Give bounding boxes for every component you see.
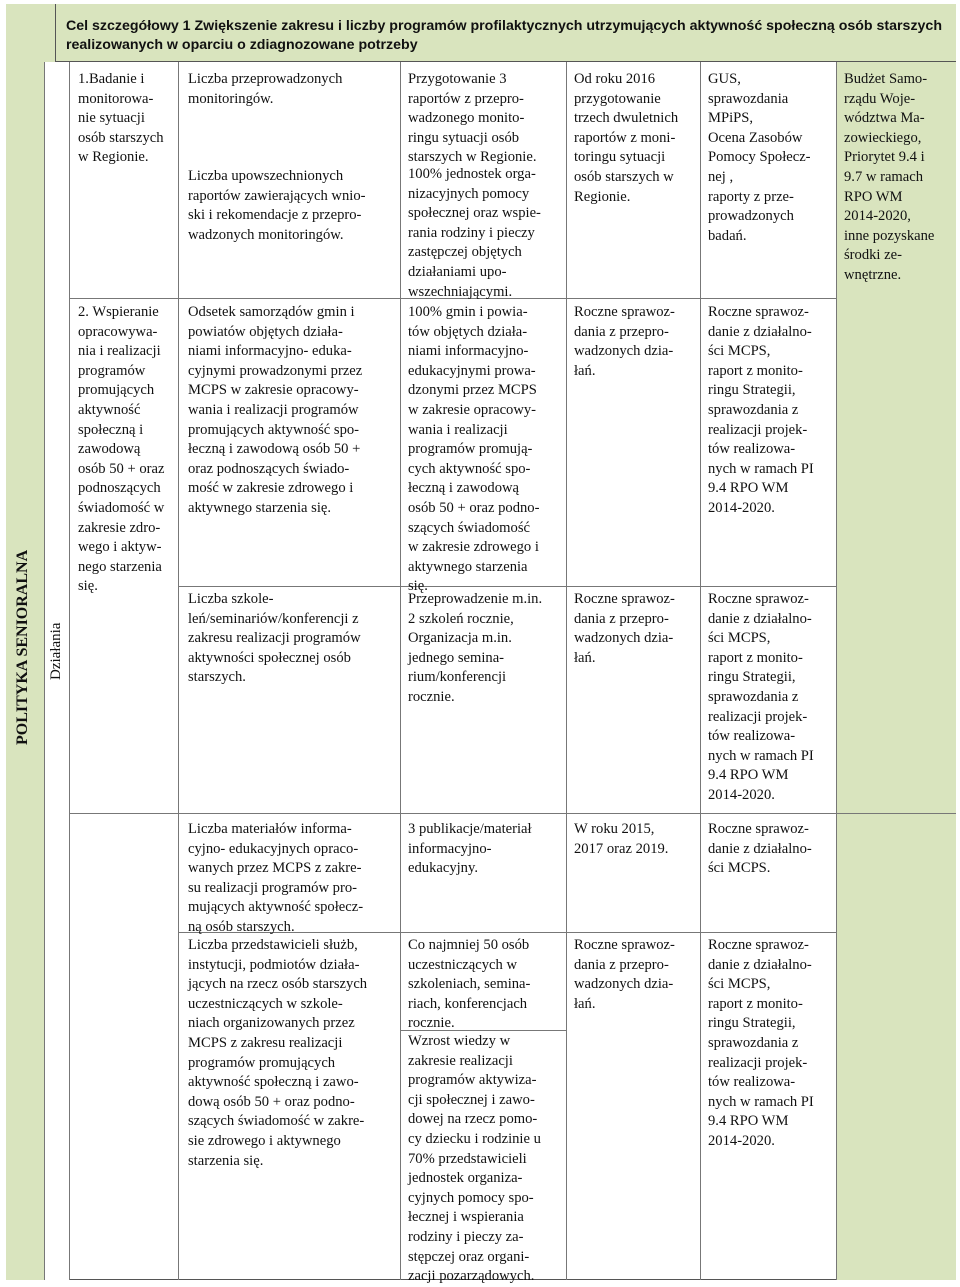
- grid-line: [70, 813, 956, 814]
- grid-line: [700, 62, 701, 1280]
- indicator-1b: Liczba upowszechnionych raportów zawierających wnio- ski i rekomendacje z przepro- wadzonych monitoringów.: [188, 168, 366, 243]
- indicator-1a: Liczba przeprowadzonych monitoringów.: [188, 71, 343, 107]
- goal-header: Cel szczegółowy 1 Zwiększenie zakresu i liczby programów profilaktycznych utrzymujących aktywność społeczną osób starszych realizowanych w oparciu o zdiagnozowane potrzeby: [56, 4, 956, 62]
- action-1: 1.Badanie i monitorowa- nie sytuacji osób starszych w Regionie.: [78, 71, 164, 166]
- budget-1: Budżet Samo- rządu Woje- wództwa Ma- zowieckiego, Priorytet 9.4 i 9.7 w ramach RPO WM 2014-2020, inne pozyskane środki ze- wnętrzne.: [844, 71, 935, 283]
- grid-line: [400, 62, 401, 1280]
- target-4: 3 publikacje/materiał informacyjno- edukacyjny.: [408, 821, 532, 877]
- indicator-5: Liczba przedstawicieli służb, instytucji, podmiotów działa- jących na rzecz osób starszych uczestniczących w szkole- niach organizowanych przez MCPS z zakresu realizacji programów promujących aktywność społeczną i zawo- dową osób 50 + oraz podno- szących świadomość w zakre- sie zdrowego i aktywnego starzenia się.: [188, 937, 368, 1169]
- time-2: Roczne sprawoz- dania z przepro- wadzonych dzia- łań.: [574, 304, 675, 379]
- indicator-3: Liczba szkole- leń/seminariów/konferencji z zakresu realizacji programów aktywności społecznej osób starszych.: [188, 591, 361, 686]
- target-1a: Przygotowanie 3 raportów z przepro- wadzonego monito- ringu sytuacji osób starszych w Regionie.: [408, 71, 537, 166]
- target-5a: Co najmniej 50 osób uczestniczących w szkoleniach, semina- riach, konferencjach rocznie.: [408, 937, 531, 1032]
- target-3: Przeprowadzenie m.in. 2 szkoleń rocznie, Organizacja m.in. jednego semina- rium/konferencji rocznie.: [408, 591, 543, 705]
- action-2: 2. Wspieranie opracowywa- nia i realizacji programów promujących aktywność społeczną i zawodową osób 50 + oraz podnoszących świadomość w zakresie zdro- wego i aktyw- nego starzenia się.: [78, 304, 165, 595]
- indicator-4: Liczba materiałów informa- cyjno- edukacyjnych opraco- wanych przez MCPS z zakre- su realizacji programów pro- mujących aktywność społecz- ną osób starszych.: [188, 821, 364, 935]
- policy-label: POLITYKA SENIORALNA: [14, 549, 31, 745]
- time-4: W roku 2015, 2017 oraz 2019.: [574, 821, 669, 857]
- target-2: 100% gmin i powia- tów objętych działa- niami informacyjno- edukacyjnymi prowa- dzonymi przez MCPS w zakresie opracowy- wania i realizacji programów promują- cych aktywność spo- łeczną i zawodową osób 50 + oraz podno- szących świadomość w zakresie zdrowego i aktywnego starzenia się.: [408, 304, 540, 595]
- time-1: Od roku 2016 przygotowanie trzech dwuletnich raportów z moni- toringu sytuacji osób starszych w Regionie.: [574, 71, 679, 205]
- target-5b: Wzrost wiedzy w zakresie realizacji programów aktywiza- cji społecznej i zawo- dowej na rzecz pomo- cy dziecku i rodzinie u 70% przedstawicieli jednostek organiza- cyjnych pomocy spo- łecznej i wspierania rodziny i pieczy za- stępczej oraz organi- zacji pozarządowych.: [408, 1033, 541, 1285]
- grid-line: [178, 62, 179, 1280]
- source-5: Roczne sprawoz- danie z działalno- ści MCPS, raport z monito- ringu Strategii, sprawozdania z realizacji projek- tów realizowa- nych w ramach PI 9.4 RPO WM 2014-2020.: [708, 937, 814, 1149]
- time-3: Roczne sprawoz- dania z przepro- wadzonych dzia- łań.: [574, 591, 675, 666]
- source-4: Roczne sprawoz- danie z działalno- ści MCPS.: [708, 821, 812, 877]
- actions-label: Działania: [48, 622, 64, 680]
- source-3: Roczne sprawoz- danie z działalno- ści MCPS, raport z monito- ringu Strategii, sprawozdania z realizacji projek- tów realizowa- nych w ramach PI 9.4 RPO WM 2014-2020.: [708, 591, 814, 803]
- grid-line: [836, 62, 837, 1280]
- time-5: Roczne sprawoz- dania z przepro- wadzonych dzia- łań.: [574, 937, 675, 1012]
- target-1b: 100% jednostek orga- nizacyjnych pomocy społecznej oraz wspie- rania rodziny i pieczy zastępczej objętych działaniami upo- wszechniającymi.: [408, 166, 541, 300]
- source-2: Roczne sprawoz- danie z działalno- ści MCPS, raport z monito- ringu Strategii, sprawozdania z realizacji projek- tów realizowa- nych w ramach PI 9.4 RPO WM 2014-2020.: [708, 304, 814, 516]
- indicator-2: Odsetek samorządów gmin i powiatów objętych działa- niami informacyjno- eduka- cyjnymi prowadzonymi przez MCPS w zakresie opracowy- wania i realizacji programów promujących aktywność spo- łeczną i zawodową osób 50 + oraz podnoszących świado- mość w zakresie zdrowego i aktywnego starzenia się.: [188, 304, 363, 516]
- grid-line: [566, 62, 567, 1280]
- source-1: GUS, sprawozdania MPiPS, Ocena Zasobów Pomocy Społecz- nej , raporty z prze- prowadzonych badań.: [708, 71, 811, 244]
